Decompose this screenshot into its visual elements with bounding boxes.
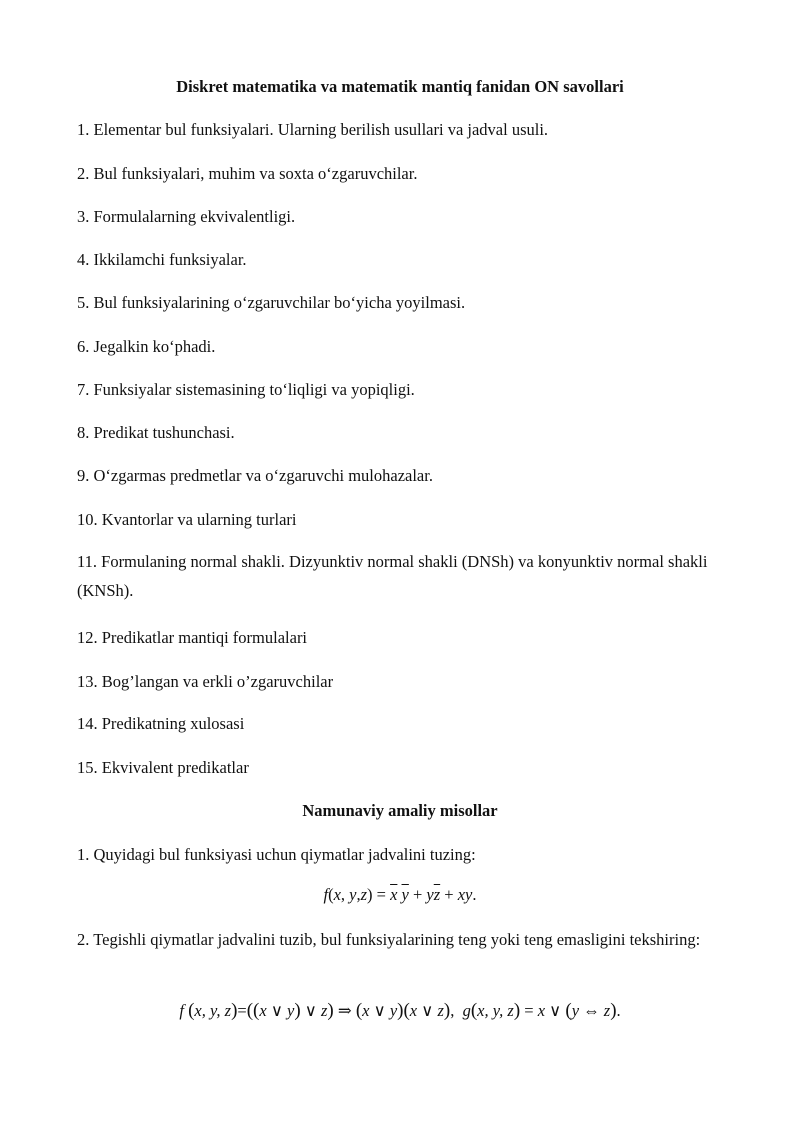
question-item: 6. Jegalkin ko‘phadi. xyxy=(77,337,216,356)
formula-1: f(x, $y,z) = \overline{x}$ $\overline{y} + y\overline{z}$ + xy. xyxy=(323,885,477,904)
question-item: 9. O‘zgarmas predmetlar va o‘zgaruvchi mulohazalar. xyxy=(77,466,433,485)
question-item: 8. Predikat tushunchasi. xyxy=(77,423,235,442)
question-item: 3. Formulalarning ekvivalentligi. xyxy=(77,207,296,226)
question-item: 7. Funksiyalar sistemasining to‘liqligi va yopiqligi. xyxy=(77,380,415,399)
question-item: 14. Predikatning xulosasi xyxy=(77,714,245,733)
question-item: 1. Elementar bul funksiyalari. Ularning berilish usullari va jadval usuli. xyxy=(77,120,549,139)
page-title: Diskret matematika va matematik mantiq fanidan ON savollari xyxy=(176,77,624,96)
question-item: 5. Bul funksiyalarining o‘zgaruvchilar bo‘yicha yoyilmasi. xyxy=(77,293,466,312)
question-item: 4. Ikkilamchi funksiyalar. xyxy=(77,250,247,269)
question-item: 13. Bog’langan va erkli o’zgaruvchilar xyxy=(77,672,334,691)
example-item: 1. Quyidagi bul funksiyasi uchun qiymatlar jadvalini tuzing: xyxy=(77,845,476,864)
question-item: 12. Predikatlar mantiqi formulalari xyxy=(77,628,308,647)
question-item: 2. Bul funksiyalari, muhim va soxta o‘zgaruvchilar. xyxy=(77,164,418,183)
example-item: 2. Tegishli qiymatlar jadvalini tuzib, bul funksiyalarining teng yoki teng emasligini tekshiring: xyxy=(77,930,701,949)
question-item: 10. Kvantorlar va ularning turlari xyxy=(77,510,297,529)
formula-2: f (x, y, z)=((x ∨ y) ∨ z) ⇒ (x ∨ y)(x ∨ z), g(x, y, z) = x ∨ (y ⇔ z). xyxy=(179,1000,621,1021)
section-title: Namunaviy amaliy misollar xyxy=(302,801,498,820)
question-item: 11. Formulaning normal shakli. Dizyunktiv normal shakli (DNSh) va konyunktiv normal shakli (KNSh). xyxy=(77,552,708,600)
question-item: 15. Ekvivalent predikatlar xyxy=(77,758,249,777)
